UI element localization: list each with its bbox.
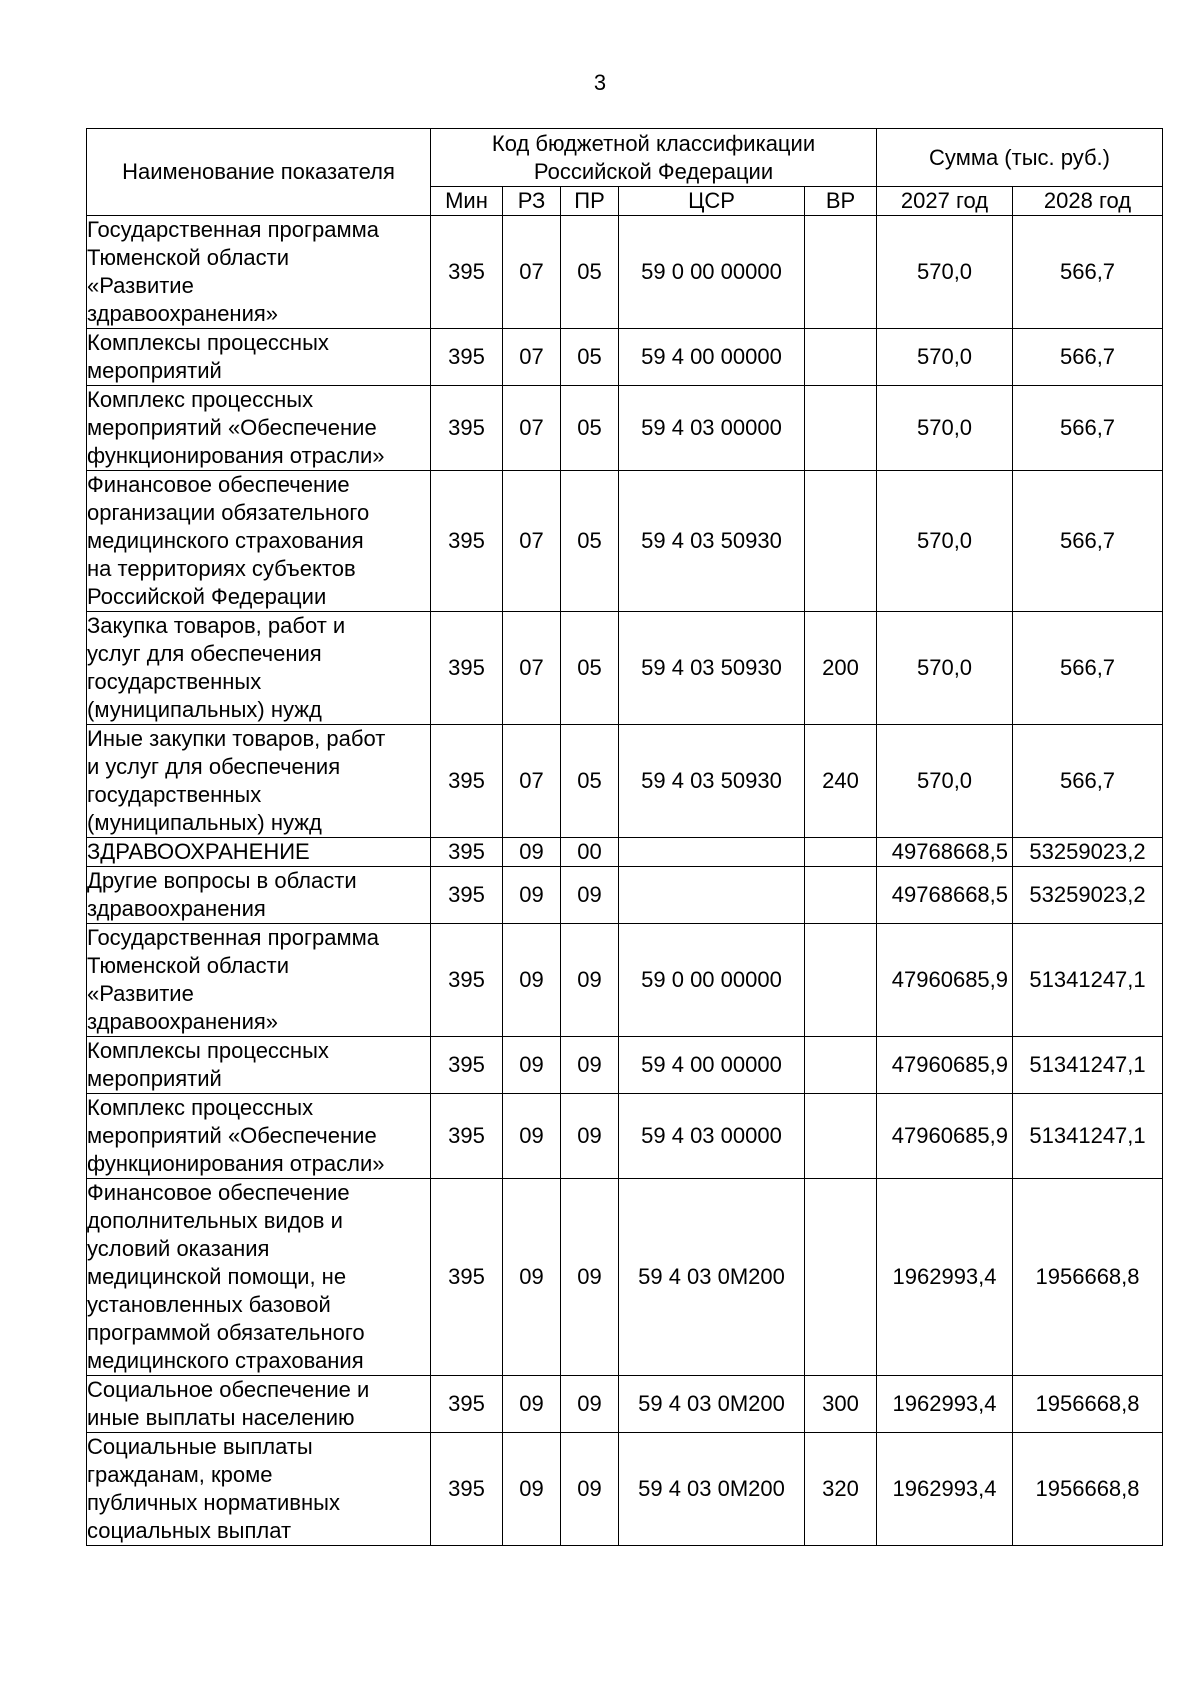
cell-min: 395 bbox=[431, 924, 503, 1037]
cell-csr: 59 4 00 00000 bbox=[619, 1037, 805, 1094]
cell-pr: 09 bbox=[561, 1094, 619, 1179]
cell-csr: 59 4 03 50930 bbox=[619, 612, 805, 725]
cell-pr: 05 bbox=[561, 725, 619, 838]
cell-name: Социальные выплаты гражданам, кроме публичных нормативных социальных выплат bbox=[87, 1433, 431, 1546]
cell-pr: 09 bbox=[561, 924, 619, 1037]
cell-2027: 570,0 bbox=[877, 329, 1013, 386]
table-row bbox=[87, 1433, 1163, 1546]
cell-2028: 51341247,1 bbox=[1013, 924, 1163, 1037]
cell-vr bbox=[805, 471, 877, 612]
cell-csr: 59 4 03 0М200 bbox=[619, 1376, 805, 1433]
cell-2028: 51341247,1 bbox=[1013, 1094, 1163, 1179]
cell-name: Комплексы процессных мероприятий bbox=[87, 329, 431, 386]
cell-min: 395 bbox=[431, 1037, 503, 1094]
cell-2027: 570,0 bbox=[877, 612, 1013, 725]
cell-2027: 47960685,9 bbox=[877, 1094, 1013, 1179]
page-number: 3 bbox=[593, 70, 607, 95]
cell-min: 395 bbox=[431, 1376, 503, 1433]
cell-rz: 07 bbox=[503, 725, 561, 838]
cell-csr: 59 4 03 50930 bbox=[619, 471, 805, 612]
table-row bbox=[87, 1376, 1163, 1433]
cell-min: 395 bbox=[431, 1179, 503, 1376]
cell-name: Финансовое обеспечение дополнительных видов и условий оказания медицинской помощи, не установленных базовой программой обязательного медицинского страхования bbox=[87, 1179, 431, 1376]
cell-csr: 59 4 03 50930 bbox=[619, 725, 805, 838]
cell-rz: 09 bbox=[503, 867, 561, 924]
table-row bbox=[87, 1094, 1163, 1179]
cell-min: 395 bbox=[431, 612, 503, 725]
cell-pr: 09 bbox=[561, 1433, 619, 1546]
table-row bbox=[87, 329, 1163, 386]
cell-2027: 47960685,9 bbox=[877, 924, 1013, 1037]
cell-name: Закупка товаров, работ и услуг для обеспечения государственных (муниципальных) нужд bbox=[87, 612, 431, 725]
cell-min: 395 bbox=[431, 1094, 503, 1179]
cell-min: 395 bbox=[431, 725, 503, 838]
cell-vr: 200 bbox=[805, 612, 877, 725]
cell-2027: 570,0 bbox=[877, 386, 1013, 471]
table-row bbox=[87, 838, 1163, 867]
cell-vr bbox=[805, 1037, 877, 1094]
header-code-group: Код бюджетной классификации Российской Федерации bbox=[431, 129, 877, 187]
cell-csr: 59 4 03 00000 bbox=[619, 386, 805, 471]
cell-pr: 05 bbox=[561, 386, 619, 471]
cell-name: Социальное обеспечение и иные выплаты населению bbox=[87, 1376, 431, 1433]
cell-min: 395 bbox=[431, 867, 503, 924]
table-row bbox=[87, 725, 1163, 838]
cell-min: 395 bbox=[431, 216, 503, 329]
cell-rz: 07 bbox=[503, 216, 561, 329]
cell-2028: 566,7 bbox=[1013, 216, 1163, 329]
cell-2027: 570,0 bbox=[877, 471, 1013, 612]
cell-csr: 59 0 00 00000 bbox=[619, 924, 805, 1037]
cell-vr bbox=[805, 329, 877, 386]
cell-vr bbox=[805, 924, 877, 1037]
cell-rz: 09 bbox=[503, 1179, 561, 1376]
cell-name: Другие вопросы в области здравоохранения bbox=[87, 867, 431, 924]
cell-2027: 49768668,5 bbox=[877, 867, 1013, 924]
cell-2028: 1956668,8 bbox=[1013, 1376, 1163, 1433]
cell-vr bbox=[805, 867, 877, 924]
cell-vr: 240 bbox=[805, 725, 877, 838]
header-sum-group: Сумма (тыс. руб.) bbox=[877, 129, 1163, 187]
cell-pr: 09 bbox=[561, 1179, 619, 1376]
table-row bbox=[87, 612, 1163, 725]
cell-min: 395 bbox=[431, 838, 503, 867]
cell-rz: 09 bbox=[503, 1433, 561, 1546]
header-pr: ПР bbox=[561, 187, 619, 216]
cell-rz: 09 bbox=[503, 838, 561, 867]
cell-2028: 51341247,1 bbox=[1013, 1037, 1163, 1094]
cell-2028: 566,7 bbox=[1013, 725, 1163, 838]
cell-vr bbox=[805, 216, 877, 329]
header-min: Мин bbox=[431, 187, 503, 216]
header-csr: ЦСР bbox=[619, 187, 805, 216]
budget-table bbox=[86, 128, 1163, 1546]
cell-vr: 320 bbox=[805, 1433, 877, 1546]
cell-2028: 566,7 bbox=[1013, 612, 1163, 725]
cell-vr bbox=[805, 838, 877, 867]
cell-csr bbox=[619, 867, 805, 924]
cell-csr: 59 4 03 0М200 bbox=[619, 1179, 805, 1376]
cell-pr: 09 bbox=[561, 1037, 619, 1094]
cell-2027: 49768668,5 bbox=[877, 838, 1013, 867]
cell-pr: 05 bbox=[561, 329, 619, 386]
cell-csr: 59 0 00 00000 bbox=[619, 216, 805, 329]
cell-2028: 1956668,8 bbox=[1013, 1433, 1163, 1546]
cell-rz: 09 bbox=[503, 1037, 561, 1094]
cell-name: Государственная программа Тюменской области «Развитие здравоохранения» bbox=[87, 216, 431, 329]
header-vr: ВР bbox=[805, 187, 877, 216]
cell-csr bbox=[619, 838, 805, 867]
cell-rz: 07 bbox=[503, 471, 561, 612]
table-row bbox=[87, 1179, 1163, 1376]
cell-rz: 07 bbox=[503, 329, 561, 386]
cell-2027: 1962993,4 bbox=[877, 1179, 1013, 1376]
header-rz: РЗ bbox=[503, 187, 561, 216]
cell-rz: 09 bbox=[503, 1094, 561, 1179]
cell-pr: 00 bbox=[561, 838, 619, 867]
cell-name: Комплексы процессных мероприятий bbox=[87, 1037, 431, 1094]
cell-pr: 05 bbox=[561, 471, 619, 612]
cell-rz: 09 bbox=[503, 924, 561, 1037]
cell-csr: 59 4 03 0М200 bbox=[619, 1433, 805, 1546]
header-2027: 2027 год bbox=[877, 187, 1013, 216]
header-2028: 2028 год bbox=[1013, 187, 1163, 216]
cell-2028: 53259023,2 bbox=[1013, 867, 1163, 924]
cell-2028: 53259023,2 bbox=[1013, 838, 1163, 867]
table-row bbox=[87, 216, 1163, 329]
cell-name: Финансовое обеспечение организации обязательного медицинского страхования на территориях субъектов Российской Федерации bbox=[87, 471, 431, 612]
header-name: Наименование показателя bbox=[87, 129, 431, 216]
cell-2028: 566,7 bbox=[1013, 386, 1163, 471]
cell-2027: 570,0 bbox=[877, 725, 1013, 838]
cell-2028: 566,7 bbox=[1013, 471, 1163, 612]
cell-2027: 47960685,9 bbox=[877, 1037, 1013, 1094]
cell-2028: 566,7 bbox=[1013, 329, 1163, 386]
table-row bbox=[87, 471, 1163, 612]
cell-csr: 59 4 03 00000 bbox=[619, 1094, 805, 1179]
table-body bbox=[87, 216, 1163, 1546]
cell-name: ЗДРАВООХРАНЕНИЕ bbox=[87, 838, 431, 867]
cell-vr bbox=[805, 386, 877, 471]
table-row bbox=[87, 386, 1163, 471]
cell-vr bbox=[805, 1094, 877, 1179]
cell-name: Комплекс процессных мероприятий «Обеспечение функционирования отрасли» bbox=[87, 386, 431, 471]
cell-name: Иные закупки товаров, работ и услуг для обеспечения государственных (муниципальных) нужд bbox=[87, 725, 431, 838]
cell-rz: 07 bbox=[503, 386, 561, 471]
cell-min: 395 bbox=[431, 1433, 503, 1546]
table-row bbox=[87, 1037, 1163, 1094]
table-row bbox=[87, 924, 1163, 1037]
cell-2028: 1956668,8 bbox=[1013, 1179, 1163, 1376]
cell-min: 395 bbox=[431, 329, 503, 386]
cell-vr: 300 bbox=[805, 1376, 877, 1433]
cell-2027: 570,0 bbox=[877, 216, 1013, 329]
cell-min: 395 bbox=[431, 386, 503, 471]
cell-rz: 07 bbox=[503, 612, 561, 725]
cell-pr: 09 bbox=[561, 1376, 619, 1433]
cell-pr: 05 bbox=[561, 612, 619, 725]
cell-pr: 05 bbox=[561, 216, 619, 329]
cell-name: Комплекс процессных мероприятий «Обеспечение функционирования отрасли» bbox=[87, 1094, 431, 1179]
cell-pr: 09 bbox=[561, 867, 619, 924]
cell-csr: 59 4 00 00000 bbox=[619, 329, 805, 386]
cell-vr bbox=[805, 1179, 877, 1376]
cell-name: Государственная программа Тюменской области «Развитие здравоохранения» bbox=[87, 924, 431, 1037]
cell-min: 395 bbox=[431, 471, 503, 612]
table-row bbox=[87, 867, 1163, 924]
cell-2027: 1962993,4 bbox=[877, 1376, 1013, 1433]
table-header bbox=[87, 129, 1163, 216]
cell-rz: 09 bbox=[503, 1376, 561, 1433]
cell-2027: 1962993,4 bbox=[877, 1433, 1013, 1546]
